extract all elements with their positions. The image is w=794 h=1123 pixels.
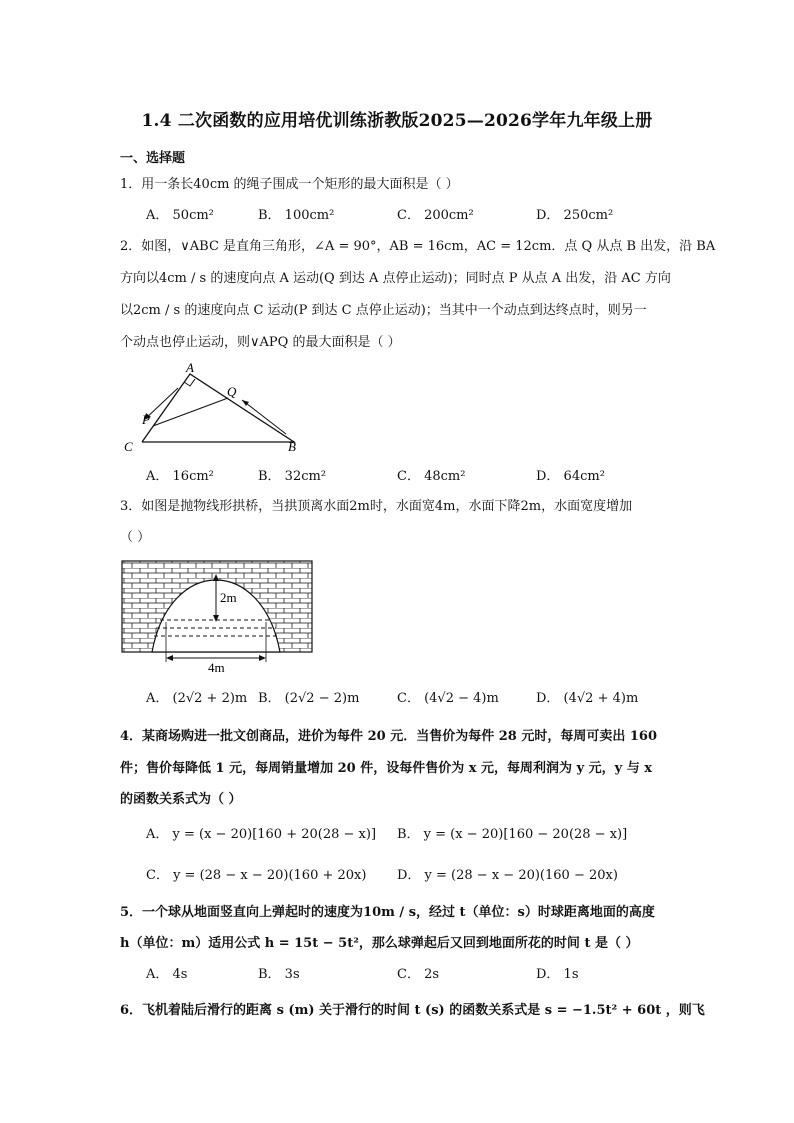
q2-option-c[interactable]: C． 48cm²: [397, 469, 466, 484]
q4-option-d[interactable]: D． y = (28 − x − 20)(160 − 20x): [397, 868, 618, 883]
q3-option-a[interactable]: A． (2√2 + 2)m: [146, 691, 248, 706]
q3-option-c[interactable]: C． (4√2 − 4)m: [397, 691, 499, 706]
q2-line-1: 2．如图，∨ABC 是直角三角形，∠A = 90°，AB = 16cm，AC = 12cm．点 Q 从点 B 出发，沿 BA: [120, 239, 716, 254]
q4-option-a[interactable]: A． y = (x − 20)[160 + 20(28 − x)]: [146, 827, 377, 842]
q4-option-c[interactable]: C． y = (28 − x − 20)(160 + 20x): [146, 868, 367, 883]
q1-stem: 1．用一条长40cm 的绳子围成一个矩形的最大面积是（ ）: [120, 177, 459, 192]
q3-line-2: （ ）: [120, 530, 151, 545]
q1-option-d[interactable]: D． 250cm²: [536, 208, 614, 223]
label-height: 2m: [220, 590, 237, 605]
q2-line-4: 个动点也停止运动，则∨APQ 的最大面积是（ ）: [120, 335, 401, 350]
label-p: P: [142, 412, 150, 427]
q4-line-2: 件；售价每降低 1 元，每周销量增加 20 件，设每件售价为 x 元，每周利润为 y 元，y 与 x: [120, 761, 653, 776]
q5-line-1: 5．一个球从地面竖直向上弹起时的速度为10m / s，经过 t（单位：s）时球距离地面的高度: [120, 905, 655, 920]
q1-option-a[interactable]: A． 50cm²: [146, 208, 214, 223]
q3-line-1: 3．如图是抛物线形拱桥，当拱顶离水面2m时，水面宽4m，水面下降2m，水面宽度增加: [120, 499, 633, 514]
q2-option-a[interactable]: A． 16cm²: [146, 469, 214, 484]
q2-line-3: 以2cm / s 的速度向点 C 运动(P 到达 C 点停止运动)；当其中一个动点到达终点时，则另一: [120, 303, 647, 318]
q5-option-c[interactable]: C． 2s: [397, 967, 440, 982]
q5-option-a[interactable]: A． 4s: [146, 967, 188, 982]
q5-line-2: h（单位：m）适用公式 h = 15t − 5t²，那么球弹起后又回到地面所花的时间 t 是（ ）: [120, 936, 639, 951]
label-b: B: [288, 439, 296, 454]
label-a: A: [186, 360, 194, 375]
q4-option-b[interactable]: B． y = (x − 20)[160 − 20(28 − x)]: [397, 827, 628, 842]
q3-option-b[interactable]: B． (2√2 − 2)m: [258, 691, 360, 706]
label-c: C: [124, 439, 133, 454]
q2-line-2: 方向以4cm / s 的速度向点 A 运动(Q 到达 A 点停止运动)；同时点 P 从点 A 出发，沿 AC 方向: [120, 271, 671, 286]
label-q: Q: [227, 384, 237, 399]
label-width: 4m: [208, 660, 225, 675]
q3-option-d[interactable]: D． (4√2 + 4)m: [536, 691, 639, 706]
q4-line-3: 的函数关系式为（ ）: [120, 792, 242, 807]
q2-triangle-figure: [118, 358, 308, 458]
q6-line-1: 6．飞机着陆后滑行的距离 s (m) 关于滑行的时间 t (s) 的函数关系式是 s = −1.5t² + 60t ，则飞: [120, 1003, 705, 1018]
q3-arch-bridge-figure: [120, 558, 316, 678]
q4-line-1: 4．某商场购进一批文创商品，进价为每件 20 元．当售价为每件 28 元时，每周可卖出 160: [120, 729, 657, 744]
q2-option-b[interactable]: B． 32cm²: [258, 469, 327, 484]
q5-option-d[interactable]: D． 1s: [536, 967, 579, 982]
document-title: 1.4 二次函数的应用培优训练浙教版2025—2026学年九年级上册: [141, 111, 653, 131]
q2-option-d[interactable]: D． 64cm²: [536, 469, 605, 484]
q5-option-b[interactable]: B． 3s: [258, 967, 300, 982]
q1-option-b[interactable]: B． 100cm²: [258, 208, 335, 223]
q1-option-c[interactable]: C． 200cm²: [397, 208, 474, 223]
section-heading: 一、选择题: [120, 151, 186, 166]
